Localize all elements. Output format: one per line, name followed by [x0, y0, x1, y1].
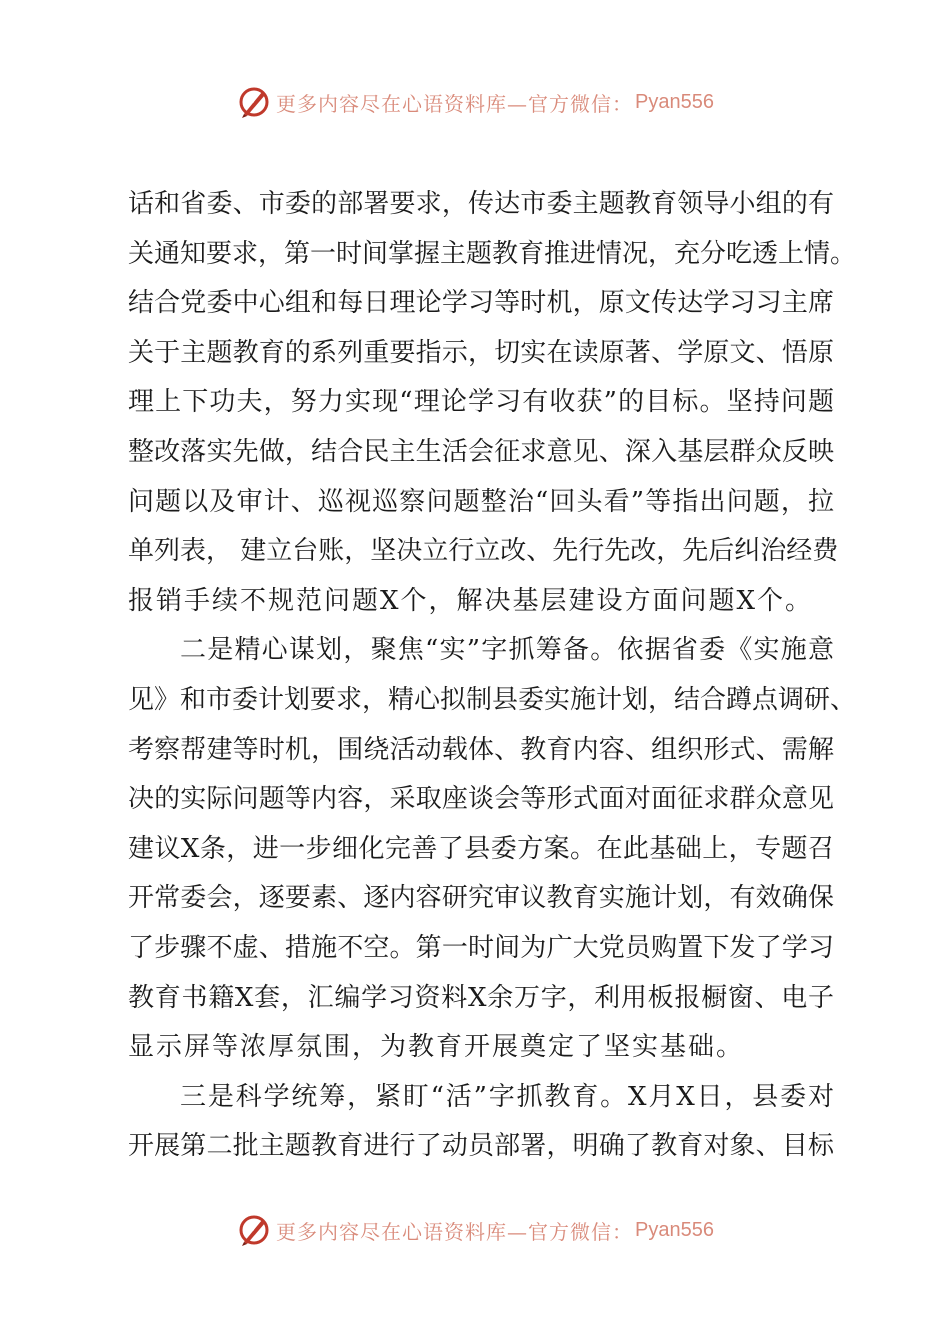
text-line: 报销手续不规范问题X个，解决基层建设方面问题X个。 — [128, 585, 814, 616]
text-line: 话和省委、市委的部署要求，传达市委主题教育领导小组的有 — [128, 189, 834, 219]
watermark-footer — [0, 1210, 950, 1250]
text-line: 建议X条，进一步细化完善了县委方案。在此基础上，专题召 — [128, 833, 834, 864]
text-line: 问题以及审计、巡视巡察问题整治“回头看”等指出问题，拉 — [128, 486, 834, 517]
text-line: 整改落实先做，结合民主生活会征求意见、深入基层群众反映 — [128, 436, 834, 467]
paragraph-start-line: 二是精心谋划，聚焦“实”字抓筹备。依据省委《实施意 — [180, 635, 834, 666]
text-line: 理上下功夫，努力实现“理论学习有收获”的目标。坚持问题 — [128, 387, 834, 418]
text-line: 关于主题教育的系列重要指示，切实在读原著、学原文、悟原 — [128, 337, 834, 368]
watermark-text: 更多内容尽在心语资料库—官方微信： — [276, 1219, 634, 1244]
watermark-wechat-id: Pyan556 — [635, 1218, 714, 1241]
text-line: 教育书籍X套，汇编学习资料X余万字，利用板报橱窗、电子 — [128, 982, 834, 1013]
text-line: 单列表， 建立台账，坚决立行立改、先行先改，先后纠治经费 — [128, 536, 839, 567]
text-line: 开常委会，逐要素、逐内容研究审议教育实施计划，有效确保 — [128, 883, 834, 914]
paragraph-start-line: 三是科学统筹，紧盯“活”字抓教育。X月X日，县委对 — [180, 1081, 834, 1112]
watermark-wechat-id: Pyan556 — [635, 90, 714, 113]
text-line: 显示屏等浓厚氛围，为教育开展奠定了坚实基础。 — [128, 1032, 745, 1063]
text-line: 结合党委中心组和每日理论学习等时机，原文传达学习习主席 — [128, 288, 834, 319]
text-line: 开展第二批主题教育进行了动员部署，明确了教育对象、目标 — [128, 1131, 834, 1162]
watermark-header — [0, 82, 950, 122]
pen-logo-icon — [236, 1212, 272, 1248]
watermark-text: 更多内容尽在心语资料库—官方微信： — [276, 91, 634, 116]
pen-logo-icon — [236, 84, 272, 120]
text-line: 考察帮建等时机，围绕活动载体、教育内容、组织形式、需解 — [128, 734, 834, 765]
text-line: 关通知要求，第一时间掌握主题教育推进情况，充分吃透上情。 — [128, 238, 857, 269]
text-line: 见》和市委计划要求，精心拟制县委实施计划，结合蹲点调研、 — [128, 684, 857, 715]
document-body — [128, 180, 857, 1172]
text-line: 了步骤不虚、措施不空。第一时间为广大党员购置下发了学习 — [128, 932, 834, 963]
text-line: 决的实际问题等内容，采取座谈会等形式面对面征求群众意见 — [128, 784, 834, 815]
